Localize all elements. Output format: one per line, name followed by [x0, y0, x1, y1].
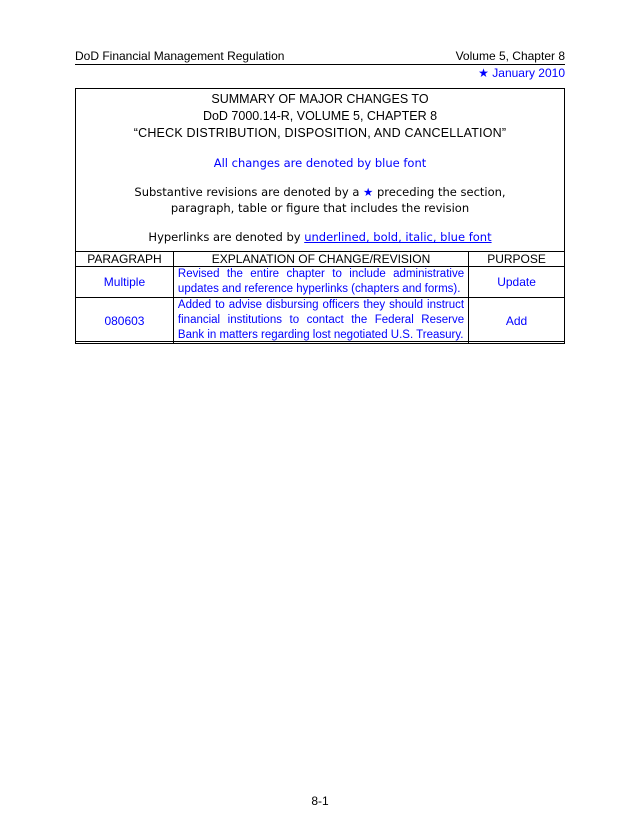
paragraph-cell: 080603: [76, 298, 174, 344]
running-header: [75, 49, 565, 65]
column-header-purpose: PURPOSE: [469, 252, 565, 267]
blue-font-note: All changes are denoted by blue font: [213, 156, 427, 170]
summary-line-3: “CHECK DISTRIBUTION, DISPOSITION, AND CANCELLATION”: [133, 126, 507, 140]
purpose-cell: Add: [469, 298, 565, 344]
star-icon: ★: [478, 66, 489, 80]
page-number: 8-1: [311, 794, 329, 808]
paragraph-cell: Multiple: [76, 267, 174, 298]
star-note-pre: Substantive revisions are denoted by a: [134, 185, 360, 199]
table-row: [76, 267, 565, 298]
table-header-row: [76, 252, 565, 267]
explanation-cell: Added to advise disbursing officers they should instruct financial institutions to contact the Federal Reserve Bank in matters regarding lost negotiated U.S. Treasury.: [173, 298, 468, 344]
star-note-line-2: paragraph, table or figure that includes the revision: [170, 201, 470, 215]
table-row: [76, 298, 565, 344]
volume-chapter: Volume 5, Chapter 8: [455, 49, 565, 63]
summary-heading: [76, 89, 564, 142]
star-icon: ★: [363, 185, 374, 199]
star-note: [76, 184, 564, 216]
summary-line-2: DoD 7000.14-R, VOLUME 5, CHAPTER 8: [202, 109, 438, 123]
summary-box: [75, 88, 565, 342]
date-text: January 2010: [492, 66, 565, 80]
changes-table: [75, 251, 565, 344]
summary-line-1: SUMMARY OF MAJOR CHANGES TO: [211, 92, 429, 106]
hyperlink-example[interactable]: underlined, bold, italic, blue font: [304, 230, 492, 244]
star-note-post: preceding the section,: [377, 185, 506, 199]
explanation-cell: Revised the entire chapter to include administrative updates and reference hyperlinks (chapters and forms).: [173, 267, 468, 298]
hyperlink-note-pre: Hyperlinks are denoted by: [148, 230, 301, 244]
revision-date: [478, 66, 565, 80]
document-title: DoD Financial Management Regulation: [75, 49, 285, 63]
purpose-cell: Update: [469, 267, 565, 298]
column-header-explanation: EXPLANATION OF CHANGE/REVISION: [173, 252, 468, 267]
column-header-paragraph: PARAGRAPH: [76, 252, 174, 267]
hyperlink-note: [76, 230, 564, 244]
